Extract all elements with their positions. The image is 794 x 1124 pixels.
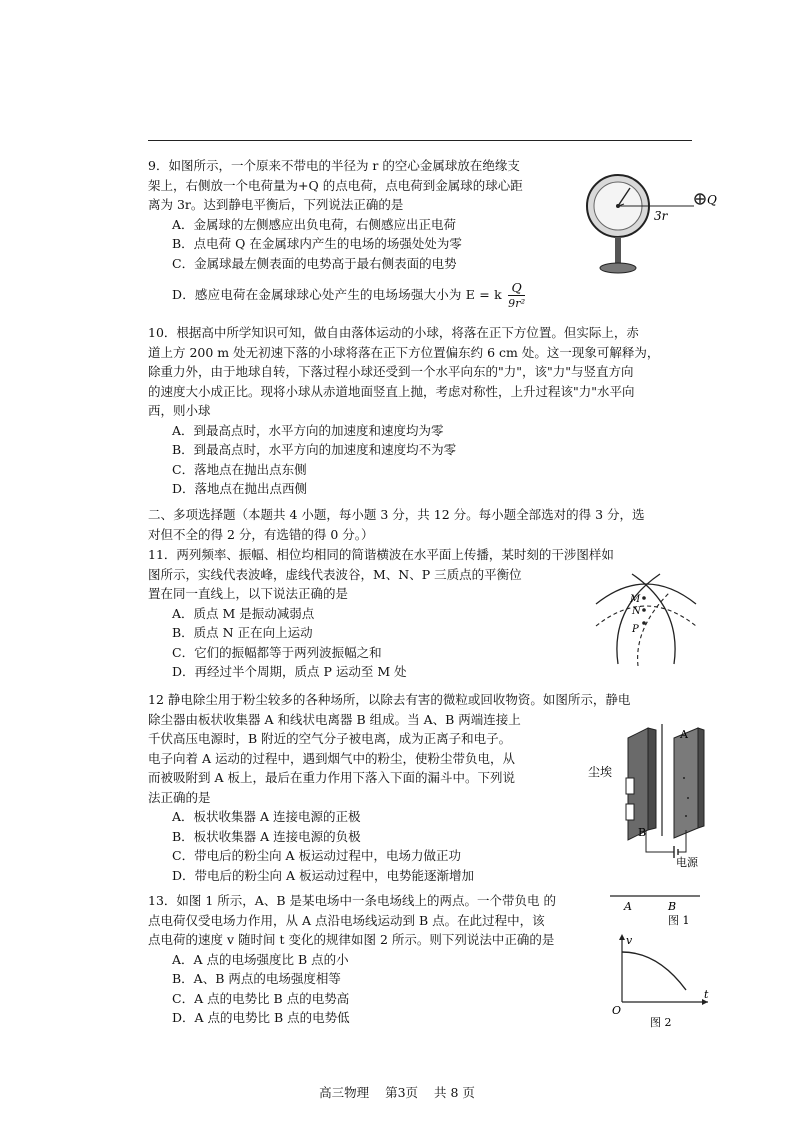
q12-fig-label-dust: 尘埃	[588, 765, 613, 779]
q11-option-d: D．再经过半个周期，质点 P 运动至 M 处	[172, 664, 407, 679]
q9-option-b: B．点电荷 Q 在金属球内产生的电场的场强处处为零	[172, 236, 462, 251]
q13-line-1: 13．如图 1 所示，A、B 是某电场中一条电场线上的两点。一个带负电 的	[148, 893, 556, 908]
q13-fig2-caption: 图 2	[650, 1016, 672, 1029]
q11-option-b: B．质点 N 正在向上运动	[172, 625, 313, 640]
q12-line-6: 法正确的是	[148, 789, 211, 805]
q12-option-d: D．带电后的粉尘向 A 板运动过程中，电势能逐渐增加	[172, 867, 474, 883]
q13-fig1-label-a: A	[624, 900, 632, 913]
q11-figure-interference	[590, 568, 702, 668]
section-2-line-2: 对但不全的得 2 分，有选错的得 0 分。）	[148, 526, 374, 542]
q9-formula-fraction	[508, 280, 525, 311]
q9-fig-label-3r: 3r	[654, 209, 668, 223]
q11-fig-label-n: N	[632, 606, 641, 617]
q11-line-1: 11．两列频率、振幅、相位均相同的简谐横波在水平面上传播，某时刻的干涉图样如	[148, 547, 614, 562]
footer-total-pages: 共 8 页	[434, 1085, 475, 1100]
q11-fig-label-p: P	[632, 624, 639, 635]
q9-line-1: 9．如图所示，一个原来不带电的半径为 r 的空心金属球放在绝缘支	[148, 158, 520, 173]
q13-option-b: B．A、B 两点的电场强度相等	[172, 971, 341, 986]
q13-figure-2	[608, 930, 714, 1030]
q11-option-c: C．它们的振幅都等于两列波振幅之和	[172, 644, 382, 660]
q9-option-d-text: D．感应电荷在金属球球心处产生的电场场强大小为 E = k	[172, 287, 502, 302]
question-9	[148, 156, 523, 273]
q12-line-2: 除尘器由板状收集器 A 和线状电离器 B 组成。当 A、B 两端连接上	[148, 711, 521, 727]
footer-subject: 高三物理	[319, 1085, 370, 1100]
q13-fig2-label-v: v	[626, 934, 633, 947]
q12-line-1: 12 静电除尘用于粉尘较多的各种场所，以除去有害的微粒或回收物资。如图所示，静电	[148, 692, 631, 707]
top-rule	[148, 140, 692, 141]
q10-line-5: 西，则小球	[148, 403, 211, 418]
q9-formula-numerator: Q	[508, 280, 525, 296]
q10-option-d: D．落地点在抛出点西侧	[172, 481, 308, 496]
q13-option-d: D．A 点的电势比 B 点的电势低	[172, 1010, 350, 1025]
q12-line-4: 电子向着 A 运动的过程中，遇到烟气中的粉尘，使粉尘带负电，从	[148, 750, 515, 766]
q9-line-2: 架上，右侧放一个电荷量为+Q 的点电荷，点电荷到金属球的球心距	[148, 177, 523, 193]
q9-formula-denominator: 9r²	[508, 297, 526, 310]
q12-option-b: B．板状收集器 A 连接电源的负极	[172, 828, 361, 844]
q13-fig2-label-t: t	[704, 988, 709, 1001]
q12-figure-precipitator	[586, 718, 716, 868]
question-11	[148, 545, 614, 682]
q13-fig1-caption: 图 1	[668, 914, 690, 927]
q12-fig-label-a: A	[680, 728, 688, 741]
q11-fig-label-m: M	[630, 594, 641, 605]
q12-line-3: 千伏高压电源时，B 附近的空气分子被电离，成为正离子和电子。	[148, 731, 512, 746]
q13-option-a: A．A 点的电场强度比 B 点的小	[172, 951, 349, 967]
q9-figure-sphere	[578, 168, 718, 280]
q9-line-3: 离为 3r。达到静电平衡后，下列说法正确的是	[148, 197, 404, 212]
q9-option-a: A．金属球的左侧感应出负电荷，右侧感应出正电荷	[172, 216, 457, 232]
q9-option-c: C．金属球最左侧表面的电势高于最右侧表面的电势	[172, 255, 457, 271]
q13-fig2-label-o: O	[612, 1004, 622, 1017]
q9-fig-label-q: Q	[707, 193, 717, 207]
q11-line-3: 置在同一直线上，以下说法正确的是	[148, 586, 349, 601]
q13-figure-1	[608, 888, 704, 928]
footer-page-number: 第3页	[385, 1085, 419, 1100]
q10-option-b: B．到最高点时，水平方向的加速度和速度均不为零	[172, 442, 457, 457]
question-10	[148, 323, 659, 499]
q9-option-d	[172, 280, 525, 311]
section-2-heading	[148, 505, 645, 544]
q10-line-1: 10．根据高中所学知识可知，做自由落体运动的小球，将落在正下方位置。但实际上，赤	[148, 325, 639, 340]
section-2-line-1: 二、多项选择题（本题共 4 小题，每小题 3 分，共 12 分。每小题全部选对的得 3 分，选	[148, 507, 645, 522]
q10-option-a: A．到最高点时，水平方向的加速度和速度均为零	[172, 422, 444, 438]
q13-line-2: 点电荷仅受电场力作用，从 A 点沿电场线运动到 B 点。在此过程中，该	[148, 912, 545, 928]
q11-line-2: 图所示，实线代表波峰，虚线代表波谷，M、N、P 三质点的平衡位	[148, 566, 522, 582]
page-footer	[0, 1083, 794, 1101]
question-12	[148, 690, 630, 885]
q13-option-c: C．A 点的电势比 B 点的电势高	[172, 990, 350, 1006]
question-13	[148, 891, 556, 1028]
q11-option-a: A．质点 M 是振动减弱点	[172, 605, 315, 621]
q12-fig-label-power: 电源	[676, 856, 698, 868]
q10-option-c: C．落地点在抛出点东侧	[172, 461, 307, 477]
q10-line-4: 的速度大小成正比。现将小球从赤道地面竖直上抛，考虑对称性，上升过程该"力"水平向	[148, 383, 635, 399]
q12-line-5: 而被吸附到 A 板上，最后在重力作用下落入下面的漏斗中。下列说	[148, 770, 515, 785]
q13-line-3: 点电荷的速度 v 随时间 t 变化的规律如图 2 所示。则下列说法中正确的是	[148, 932, 555, 947]
q10-line-3: 除重力外，由于地球自转，下落过程小球还受到一个水平向东的"力"，该"力"与竖直方向	[148, 364, 634, 379]
q13-fig1-label-b: B	[668, 900, 677, 913]
q12-fig-label-b: B	[638, 826, 647, 839]
q10-line-2: 道上方 200 m 处无初速下落的小球将落在正下方位置偏东约 6 cm 处。这一现象可解释为，	[148, 344, 660, 360]
q12-option-a: A．板状收集器 A 连接电源的正极	[172, 809, 361, 824]
q12-option-c: C．带电后的粉尘向 A 板运动过程中，电场力做正功	[172, 848, 462, 863]
